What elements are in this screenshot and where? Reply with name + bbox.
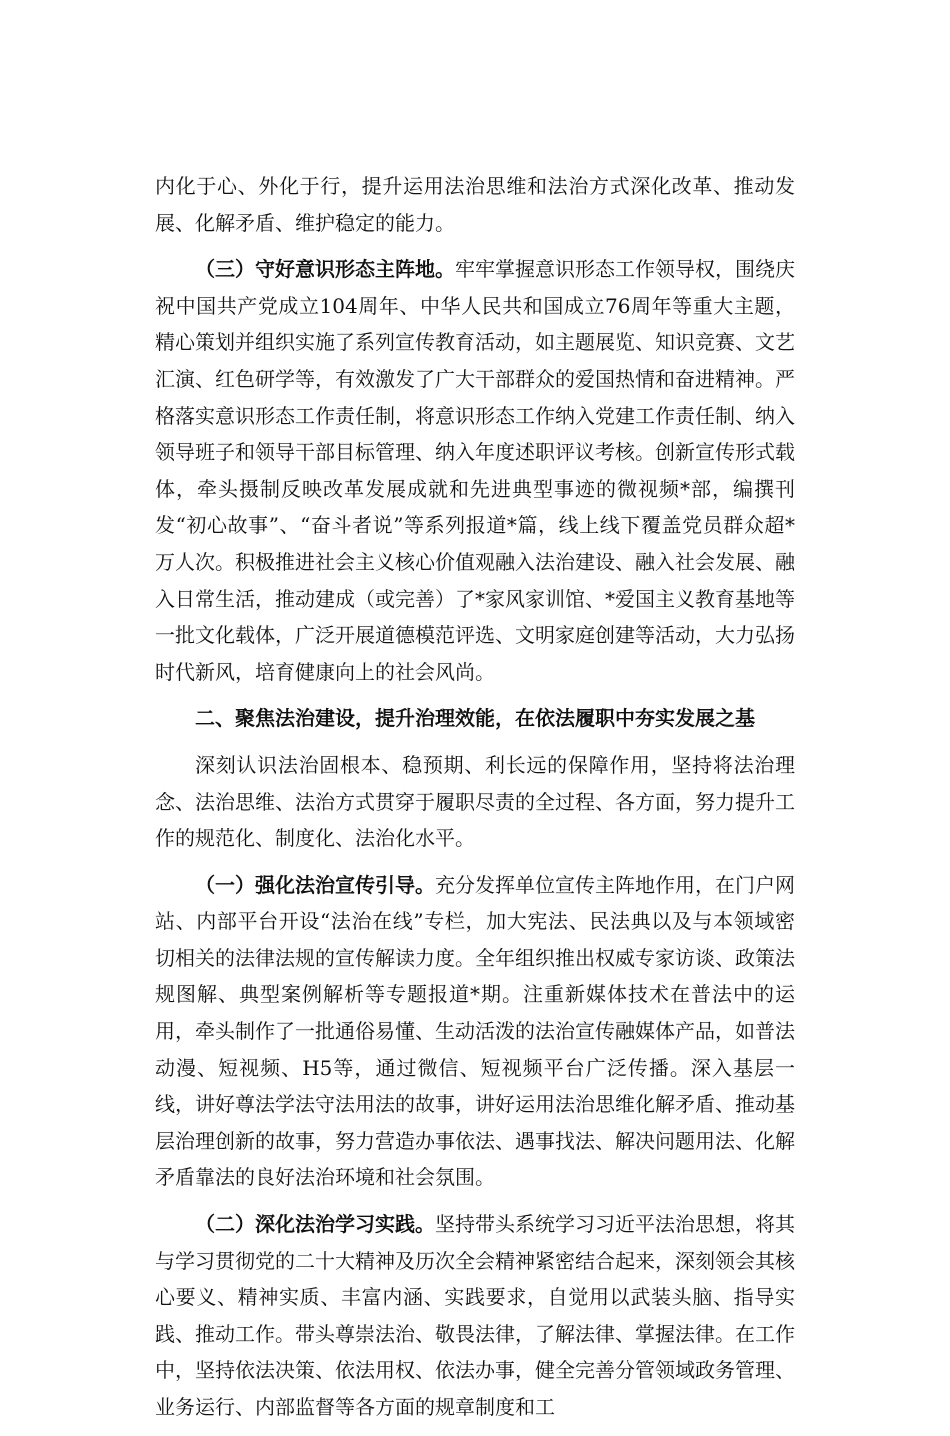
paragraph-continuation: [155, 168, 795, 241]
paragraph-ideology-front: [155, 251, 795, 690]
paragraph-text: 充分发挥单位宣传主阵地作用，在门户网站、内部平台开设“法治在线”专栏，加大宪法、民法典以及与本领域密切相关的法律法规的宣传解读力度。全年组织推出权威专家访谈、政策法规图解、典型案例解析等专题报道*期。注重新媒体技术在普法中的运用，牵头制作了一批通俗易懂、生动活泼的法治宣传融媒体产品，如普法动漫、短视频、H5等，通过微信、短视频平台广泛传播。深入基层一线，讲好尊法学法守法用法的故事，讲好运用法治思维化解矛盾、推动基层治理创新的故事，努力营造办事依法、遇事找法、解决问题用法、化解矛盾靠法的良好法治环境和社会氛围。: [155, 872, 795, 1190]
paragraph-lead: （三）守好意识形态主阵地。: [195, 257, 455, 282]
section-heading: 二、聚焦法治建设，提升治理效能，在依法履职中夯实发展之基: [195, 706, 755, 731]
paragraph-text: 深刻认识法治固根本、稳预期、利长远的保障作用，坚持将法治理念、法治思维、法治方式贯穿于履职尽责的全过程、各方面，努力提升工作的规范化、制度化、法治化水平。: [155, 752, 795, 851]
paragraph-text: 坚持带头系统学习习近平法治思想，将其与学习贯彻党的二十大精神及历次全会精神紧密结合起来，深刻领会其核心要义、精神实质、丰富内涵、实践要求，自觉用以武装头脑、指导实践、推动工作。带头尊崇法治、敬畏法律，了解法律、掌握法律。在工作中，坚持依法决策、依法用权、依法办事，健全完善分管领域政务管理、业务运行、内部监督等各方面的规章制度和工: [155, 1212, 795, 1419]
document-body: [155, 168, 795, 1436]
paragraph-lead: （一）强化法治宣传引导。: [195, 872, 435, 897]
paragraph-law-study-practice: [155, 1206, 795, 1426]
paragraph-law-publicity: [155, 867, 795, 1196]
paragraph-text: 牢牢掌握意识形态工作领导权，围绕庆祝中国共产党成立104周年、中华人民共和国成立76周年等重大主题，精心策划并组织实施了系列宣传教育活动，如主题展览、知识竞赛、文艺汇演、红色研学等，有效激发了广大干部群众的爱国热情和奋进精神。严格落实意识形态工作责任制，将意识形态工作纳入党建工作责任制、纳入领导班子和领导干部目标管理、纳入年度述职评议考核。创新宣传形式载体，牵头摄制反映改革发展成就和先进典型事迹的微视频*部，编撰刊发“初心故事”、“奋斗者说”等系列报道*篇，线上线下覆盖党员群众超*万人次。积极推进社会主义核心价值观融入法治建设、融入社会发展、融入日常生活，推动建成（或完善）了*家风家训馆、*爱国主义教育基地等一批文化载体，广泛开展道德模范评选、文明家庭创建等活动，大力弘扬时代新风，培育健康向上的社会风尚。: [155, 257, 795, 684]
paragraph-rule-of-law-intro: [155, 747, 795, 857]
paragraph-text: 内化于心、外化于行，提升运用法治思维和法治方式深化改革、推动发展、化解矛盾、维护稳定的能力。: [155, 174, 795, 235]
paragraph-lead: （二）深化法治学习实践。: [195, 1212, 435, 1237]
